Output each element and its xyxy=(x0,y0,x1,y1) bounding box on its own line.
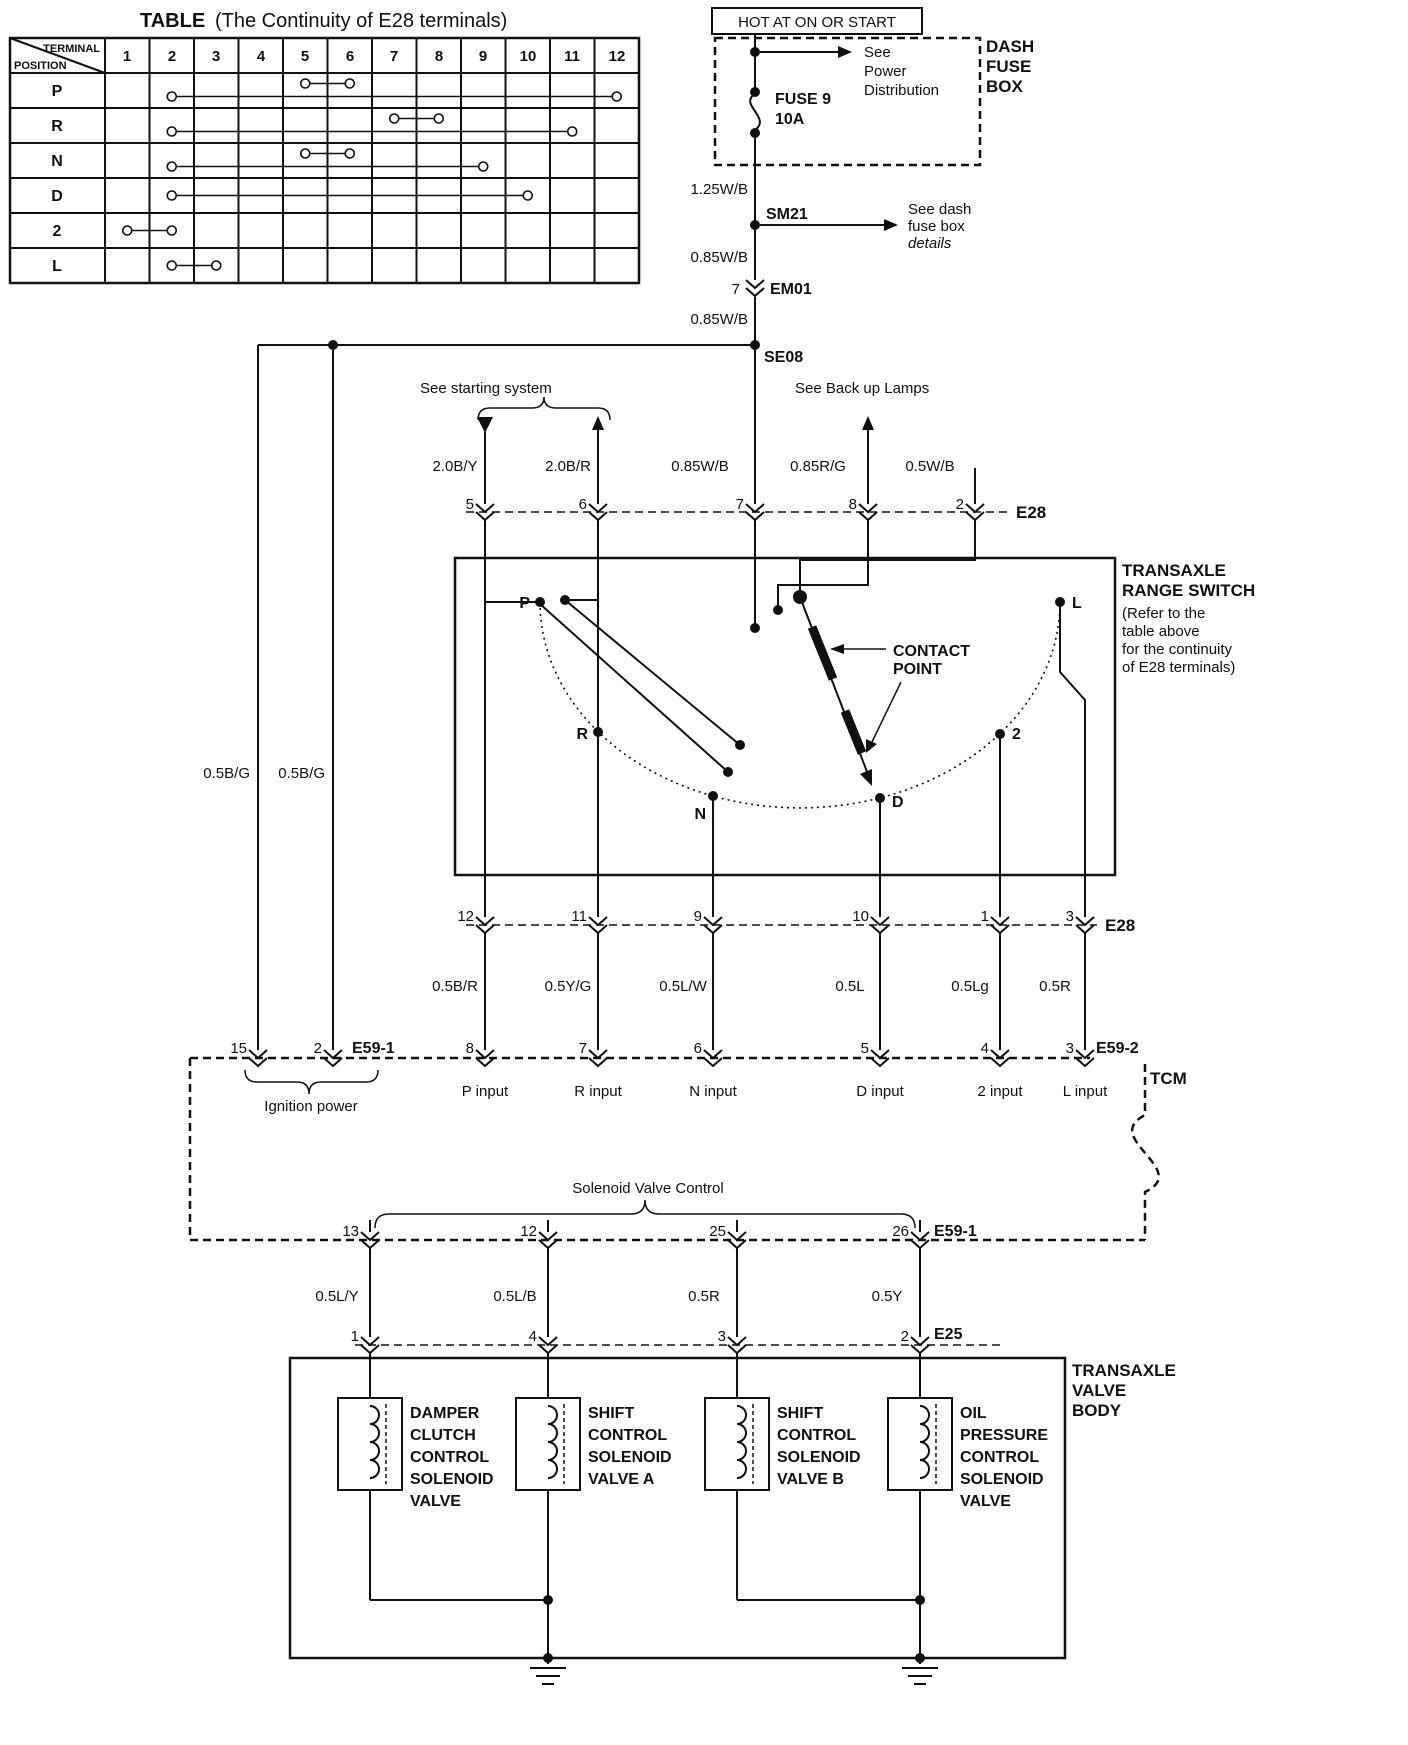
table-row-header: 2 xyxy=(52,223,62,240)
solenoid-label: DAMPER xyxy=(410,1405,480,1422)
wire-label: 0.5L/B xyxy=(493,1288,537,1305)
pin-chevron xyxy=(911,1232,929,1248)
pin-number: 26 xyxy=(892,1223,909,1240)
pin-number: 2 xyxy=(955,496,964,513)
table-col-header: 11 xyxy=(564,48,580,65)
solenoid-label: PRESSURE xyxy=(960,1427,1049,1444)
valve-body-title: BODY xyxy=(1072,1401,1122,1420)
table-row-header: R xyxy=(51,118,63,135)
switch-arc xyxy=(540,602,1060,808)
se08-label: SE08 xyxy=(764,349,804,366)
d-input-label: D input xyxy=(856,1083,904,1100)
wire-label: 0.85W/B xyxy=(690,311,748,328)
position-label: P xyxy=(519,595,530,612)
contact-point-label: CONTACT xyxy=(893,643,971,660)
arrow-up-icon xyxy=(862,416,874,430)
branch-notes xyxy=(420,380,975,504)
contact-dot-d xyxy=(875,793,885,803)
ignition-power-label: Ignition power xyxy=(264,1098,358,1115)
pin-chevron xyxy=(704,1050,722,1066)
table-col-header: 5 xyxy=(300,48,310,65)
pin-number: 12 xyxy=(457,908,474,925)
pin-chevron xyxy=(746,504,764,520)
solenoid-label: SOLENOID xyxy=(410,1471,494,1488)
table-grid xyxy=(10,38,639,283)
tcm-box xyxy=(190,1040,1187,1248)
see-dash-note: details xyxy=(908,235,952,252)
e28-top-connector xyxy=(432,458,1046,522)
solenoid-label: VALVE xyxy=(410,1493,461,1510)
solenoid-label: CONTROL xyxy=(960,1449,1040,1466)
table-col-header: 4 xyxy=(256,48,266,65)
pin-chevron xyxy=(911,1337,929,1353)
table-col-header: 9 xyxy=(478,48,488,65)
tcm-label: TCM xyxy=(1150,1069,1187,1088)
switch-title: TRANSAXLE xyxy=(1122,561,1226,580)
pin-number: 10 xyxy=(852,908,869,925)
callout-line xyxy=(872,682,901,742)
pin-number: 6 xyxy=(693,1040,702,1057)
arrow-icon xyxy=(866,739,877,753)
wire-label: 2.0B/R xyxy=(545,458,591,475)
connector-label: E28 xyxy=(1016,503,1047,522)
junction-dot xyxy=(915,1653,925,1663)
pin-number: 4 xyxy=(980,1040,989,1057)
tcm-right-edge xyxy=(1132,1064,1159,1240)
dash-fuse-box-label: DASH xyxy=(986,37,1035,56)
table-col-header: 10 xyxy=(519,48,537,65)
junction-dot xyxy=(915,1595,925,1605)
contact-dot xyxy=(750,623,760,633)
contact-point-bar xyxy=(845,711,862,753)
table-col-header: 7 xyxy=(389,48,399,65)
contact-dot xyxy=(773,605,783,615)
see-power-note: Distribution xyxy=(864,82,940,99)
pin-chevron xyxy=(589,917,607,933)
solenoid-label: VALVE xyxy=(960,1493,1011,1510)
solenoid-label: SHIFT xyxy=(588,1405,635,1422)
pin-number: 7 xyxy=(735,496,744,513)
solenoid-label: SOLENOID xyxy=(777,1449,861,1466)
dash-fuse-box-label: FUSE xyxy=(986,57,1032,76)
two-input-label: 2 input xyxy=(977,1083,1023,1100)
contact-dot-2 xyxy=(995,729,1005,739)
pin-number: 2 xyxy=(313,1040,322,1057)
pin-number: 3 xyxy=(1065,908,1074,925)
brace xyxy=(245,1070,378,1094)
table-row-header: L xyxy=(52,258,62,275)
pin-number: 12 xyxy=(520,1223,537,1240)
see-dash-note: fuse box xyxy=(908,218,965,235)
coil-icon xyxy=(737,1406,746,1478)
fuse-icon xyxy=(750,94,760,130)
l-input-label: L input xyxy=(1062,1083,1108,1100)
contact-bridge xyxy=(565,600,740,745)
contact-dot xyxy=(735,740,745,750)
wire-label: 0.5Lg xyxy=(951,978,989,995)
pin-number: 25 xyxy=(709,1223,726,1240)
see-power-note: Power xyxy=(864,63,907,80)
wire-label: 0.5B/G xyxy=(203,765,250,782)
table-col-header: 1 xyxy=(122,48,132,65)
switch-title: RANGE SWITCH xyxy=(1122,581,1256,600)
solenoid-label: SHIFT xyxy=(777,1405,824,1422)
pin-number: 1 xyxy=(350,1328,359,1345)
coil-icon xyxy=(548,1406,557,1478)
connector-label: E28 xyxy=(1105,916,1136,935)
switch-subtitle: of E28 terminals) xyxy=(1122,659,1236,676)
wire-label: 0.5Y/G xyxy=(544,978,592,995)
pin-number: 8 xyxy=(848,496,857,513)
ground-icon xyxy=(530,1668,566,1684)
arrow-icon xyxy=(838,46,852,58)
e28-bottom-connector xyxy=(432,908,1135,1050)
pin-number: 2 xyxy=(900,1328,909,1345)
contact-dot-r xyxy=(593,727,603,737)
solenoid-label: VALVE B xyxy=(777,1471,844,1488)
pin-number: 11 xyxy=(571,908,587,925)
pin-number: 3 xyxy=(717,1328,726,1345)
brace xyxy=(478,397,610,420)
dash-fuse-box-label: BOX xyxy=(986,77,1023,96)
see-starting-system-note: See starting system xyxy=(420,380,552,397)
see-backup-lamps-note: See Back up Lamps xyxy=(795,380,930,397)
contact-dot-n xyxy=(708,791,718,801)
arrow-icon xyxy=(830,644,844,654)
em01-connector xyxy=(746,280,764,296)
pin-number: 6 xyxy=(578,496,587,513)
wire-label: 1.25W/B xyxy=(690,181,748,198)
pin-number: 5 xyxy=(860,1040,869,1057)
wire-label: 0.85W/B xyxy=(671,458,729,475)
position-label: L xyxy=(1072,595,1082,612)
wire-label: 0.5R xyxy=(1039,978,1071,995)
arrow-icon xyxy=(884,219,898,231)
table-corner-terminal: TERMINAL xyxy=(43,43,100,55)
pin-chevron xyxy=(966,504,984,520)
wire-label: 0.5R xyxy=(688,1288,720,1305)
solenoid-label: CONTROL xyxy=(588,1427,668,1444)
position-label: 2 xyxy=(1012,726,1021,743)
pin-number: 5 xyxy=(465,496,474,513)
pin-chevron xyxy=(476,504,494,520)
pin-number: 9 xyxy=(693,908,702,925)
see-power-note: See xyxy=(864,44,891,61)
arrow-down-icon xyxy=(477,417,493,433)
switch-subtitle: for the continuity xyxy=(1122,641,1233,658)
fuse-name: FUSE 9 xyxy=(775,91,832,108)
solenoid-box xyxy=(516,1398,580,1490)
valve-body-title: TRANSAXLE xyxy=(1072,1361,1176,1380)
valve-body-box xyxy=(290,1358,1065,1658)
sm21-junction xyxy=(750,220,760,230)
connector-label: E59-1 xyxy=(352,1040,395,1057)
pin-number: 15 xyxy=(230,1040,247,1057)
wire-label: 0.5L/Y xyxy=(315,1288,359,1305)
wire-label: 0.5Y xyxy=(871,1288,903,1305)
pin-number: 3 xyxy=(1065,1040,1074,1057)
wire-label: 2.0B/Y xyxy=(432,458,478,475)
table-title: (The Continuity of E28 terminals) xyxy=(215,10,508,32)
table-col-header: 8 xyxy=(434,48,444,65)
junction-dot xyxy=(750,47,760,57)
switch-box xyxy=(455,558,1115,875)
solenoid-wires xyxy=(315,1248,1005,1398)
wire-label: 0.5L xyxy=(835,978,865,995)
coil-icon xyxy=(370,1406,379,1478)
table-col-header: 6 xyxy=(345,48,355,65)
table-row-header: D xyxy=(51,188,63,205)
wire xyxy=(778,520,868,610)
switch-subtitle: table above xyxy=(1122,623,1200,640)
solenoid-shift-a xyxy=(516,1398,672,1490)
transaxle-valve-body xyxy=(290,1358,1176,1684)
pin-number: 4 xyxy=(528,1328,537,1345)
contact-dot xyxy=(723,767,733,777)
solenoid-label: SOLENOID xyxy=(960,1471,1044,1488)
em01-pin: 7 xyxy=(731,281,740,298)
pin-chevron xyxy=(476,917,494,933)
table-col-header: 12 xyxy=(608,48,626,65)
contact-pivot-dot xyxy=(793,590,807,604)
table-col-header: 2 xyxy=(167,48,177,65)
brace xyxy=(375,1200,915,1228)
table-corner-position: POSITION xyxy=(14,60,67,72)
solenoid-label: CONTROL xyxy=(777,1427,857,1444)
see-dash-note: See dash xyxy=(908,201,972,218)
valve-body-title: VALVE xyxy=(1072,1381,1127,1400)
solenoid-box xyxy=(338,1398,402,1490)
contact-dot-p xyxy=(535,597,545,607)
pin-chevron xyxy=(361,1337,379,1353)
table-row-header: N xyxy=(51,153,63,170)
junction-dot xyxy=(543,1595,553,1605)
arrow-up-icon xyxy=(592,416,604,430)
solenoid-label: CONTROL xyxy=(410,1449,490,1466)
solenoid-box xyxy=(705,1398,769,1490)
p-input-label: P input xyxy=(461,1083,509,1100)
contact-point-label: POINT xyxy=(893,661,942,678)
pin-chevron xyxy=(249,1050,267,1066)
ignition-wires xyxy=(203,340,755,1050)
pin-chevron xyxy=(589,504,607,520)
pin-number: 7 xyxy=(578,1040,587,1057)
wire-label: 0.5B/G xyxy=(278,765,325,782)
wire-label: 0.85W/B xyxy=(690,249,748,266)
position-label: R xyxy=(576,726,588,743)
wire-label: 0.85R/G xyxy=(790,458,846,475)
solenoid-label: SOLENOID xyxy=(588,1449,672,1466)
connector-label: E59-1 xyxy=(934,1223,977,1240)
contact-dot xyxy=(560,595,570,605)
solenoid-label: CLUTCH xyxy=(410,1427,476,1444)
solenoid-valve-control-label: Solenoid Valve Control xyxy=(572,1180,724,1197)
em01-label: EM01 xyxy=(770,281,812,298)
wire-label: 0.5B/R xyxy=(432,978,478,995)
r-input-label: R input xyxy=(574,1083,622,1100)
transaxle-range-switch xyxy=(455,520,1255,917)
pin-chevron xyxy=(728,1337,746,1353)
wire-label: 0.5W/B xyxy=(905,458,955,475)
sm21-label: SM21 xyxy=(766,206,808,223)
connector-label: E59-2 xyxy=(1096,1040,1139,1057)
position-label: D xyxy=(892,794,904,811)
wire xyxy=(1060,602,1085,917)
solenoid-label: OIL xyxy=(960,1405,987,1422)
connector-label: E25 xyxy=(934,1326,963,1343)
coil-icon xyxy=(920,1406,929,1478)
pin-number: 8 xyxy=(465,1040,474,1057)
table-title-bold: TABLE xyxy=(140,10,206,32)
contact-bridge xyxy=(540,604,728,772)
hot-label: HOT AT ON OR START xyxy=(738,14,896,31)
n-input-label: N input xyxy=(689,1083,737,1100)
junction-dot xyxy=(543,1653,553,1663)
fuse-rating: 10A xyxy=(775,111,805,128)
pin-chevron xyxy=(991,1050,1009,1066)
position-label: N xyxy=(694,806,706,823)
solenoid-box xyxy=(888,1398,952,1490)
contact-dot-l xyxy=(1055,597,1065,607)
solenoid-shift-b xyxy=(705,1398,861,1490)
pin-number: 13 xyxy=(342,1223,359,1240)
table-col-header: 3 xyxy=(211,48,221,65)
wire-label: 0.5L/W xyxy=(659,978,707,995)
pin-chevron xyxy=(589,1050,607,1066)
table-row-header: P xyxy=(51,83,63,100)
arrow-icon xyxy=(860,769,872,786)
solenoid-label: VALVE A xyxy=(588,1471,655,1488)
switch-subtitle: (Refer to the xyxy=(1122,605,1206,622)
contact-point-bar xyxy=(812,627,833,679)
continuity-table xyxy=(10,10,639,283)
pin-number: 1 xyxy=(980,908,989,925)
ground-icon xyxy=(902,1668,938,1684)
solenoid-damper-clutch xyxy=(338,1398,494,1510)
solenoid-oil-pressure xyxy=(888,1398,1048,1510)
